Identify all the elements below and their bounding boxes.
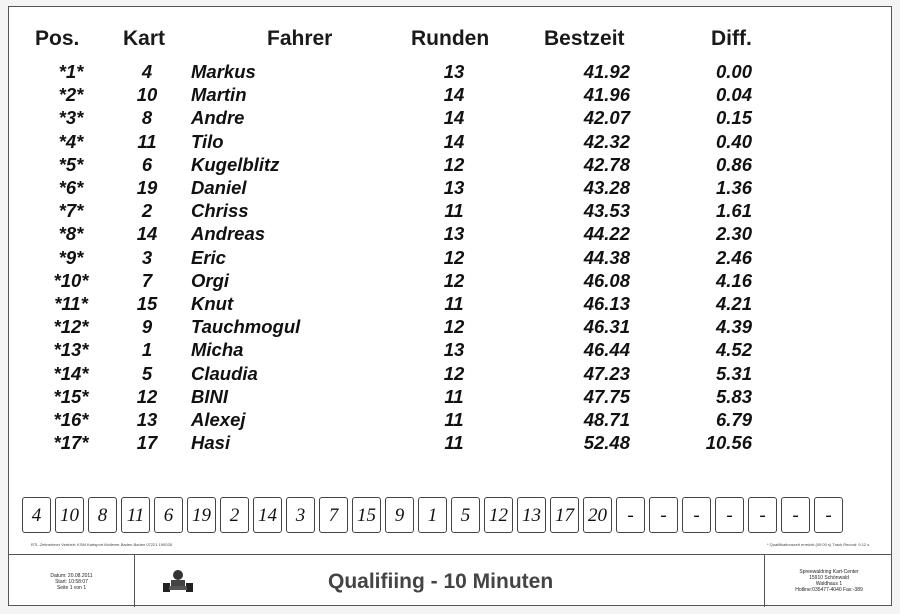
- venue-info: [765, 569, 893, 593]
- driver-cell: Hasi: [191, 432, 231, 454]
- laps-cell: 14: [443, 130, 465, 152]
- position-cell: *10*: [53, 269, 89, 291]
- laps-cell: 13: [443, 339, 465, 361]
- footer-session-info: [9, 555, 135, 607]
- result-row: [9, 223, 891, 246]
- kart-number-box: -: [748, 497, 777, 533]
- kart-number-box: 14: [253, 497, 282, 533]
- driver-cell: Markus: [191, 61, 256, 82]
- laps-cell: 12: [443, 362, 465, 384]
- kart-cell: 19: [136, 177, 158, 198]
- header-diff: Diff.: [711, 27, 752, 50]
- best-time-cell: 42.32: [583, 130, 630, 152]
- driver-cell: Alexej: [191, 409, 246, 430]
- kart-number-box: 20: [583, 497, 612, 533]
- footer-main: [135, 555, 765, 607]
- result-row: [9, 200, 891, 223]
- driver-cell: Daniel: [191, 177, 247, 198]
- laps-cell: 12: [443, 269, 465, 291]
- diff-cell: 1.61: [715, 200, 752, 222]
- kart-cell: 3: [141, 246, 153, 268]
- kart-cell: 13: [136, 409, 158, 430]
- result-row: [9, 107, 891, 130]
- diff-cell: 0.40: [715, 130, 752, 152]
- best-time-cell: 46.13: [583, 293, 630, 314]
- kart-number-box: 8: [88, 497, 117, 533]
- kart-number-box: -: [715, 497, 744, 533]
- kart-number-box: 7: [319, 497, 348, 533]
- diff-cell: 4.16: [715, 269, 752, 291]
- kart-cell: 17: [136, 432, 158, 454]
- best-time-cell: 43.53: [583, 200, 630, 222]
- driver-cell: Kugelblitz: [191, 153, 280, 175]
- driver-cell: Knut: [191, 293, 234, 314]
- laps-cell: 11: [444, 200, 464, 222]
- diff-cell: 4.39: [715, 316, 752, 338]
- kart-number-box: -: [649, 497, 678, 533]
- laps-cell: 14: [443, 84, 465, 106]
- best-time-cell: 44.22: [583, 223, 630, 245]
- kart-driver-icon: [159, 569, 197, 593]
- result-row: [9, 432, 891, 455]
- kart-number-box: 3: [286, 497, 315, 533]
- kart-cell: 12: [136, 385, 158, 407]
- driver-cell: Andre: [191, 107, 245, 129]
- kart-number-box: 5: [451, 497, 480, 533]
- venue-line: Hotline:035477-4040 Fax:-389: [795, 587, 863, 593]
- result-row: [9, 386, 891, 409]
- header-best: Bestzeit: [544, 27, 625, 50]
- footer-start: Start: 10:58:07: [55, 579, 88, 585]
- kart-number-box: 17: [550, 497, 579, 533]
- position-cell: *15*: [53, 385, 89, 407]
- kart-cell: 10: [136, 84, 158, 106]
- header-kart: Kart: [123, 27, 166, 50]
- result-row: [9, 177, 891, 200]
- driver-cell: Martin: [191, 84, 247, 106]
- kart-cell: 8: [141, 107, 153, 129]
- result-row: [9, 293, 891, 316]
- position-cell: *5*: [58, 153, 84, 175]
- best-time-cell: 43.28: [583, 177, 630, 198]
- kart-number-box: 4: [22, 497, 51, 533]
- kart-cell: 14: [136, 223, 158, 245]
- position-cell: *14*: [53, 362, 89, 384]
- footer: [9, 554, 891, 607]
- fineprint-left: RTL-Zeitnehmer Vertrieb: KSM Kartsport Mollener Baden-Baden 07221 190028: [31, 542, 172, 547]
- best-time-cell: 47.23: [583, 362, 630, 384]
- best-time-cell: 47.75: [583, 385, 630, 407]
- result-row: [9, 84, 891, 107]
- kart-number-box: 13: [517, 497, 546, 533]
- diff-cell: 0.86: [715, 153, 752, 175]
- best-time-cell: 44.38: [583, 246, 630, 268]
- best-time-cell: 52.48: [583, 432, 630, 454]
- diff-cell: 2.30: [715, 223, 752, 245]
- results-sheet: [8, 6, 892, 606]
- kart-cell: 6: [141, 153, 153, 175]
- driver-cell: Eric: [191, 246, 226, 268]
- result-row: [9, 154, 891, 177]
- diff-cell: 2.46: [715, 246, 752, 268]
- diff-cell: 0.04: [715, 84, 752, 106]
- driver-cell: Chriss: [191, 200, 249, 222]
- footer-date: Datum: 20.08.2011: [50, 573, 93, 579]
- venue-line: 15910 Schönwald: [809, 575, 849, 581]
- diff-cell: 0.00: [715, 61, 752, 82]
- kart-number-box: 12: [484, 497, 513, 533]
- kart-number-box: 6: [154, 497, 183, 533]
- diff-cell: 0.15: [715, 107, 752, 129]
- position-cell: *6*: [58, 177, 84, 198]
- driver-cell: Claudia: [191, 362, 258, 384]
- result-row: [9, 363, 891, 386]
- kart-cell: 15: [136, 293, 158, 314]
- result-row: [9, 131, 891, 154]
- venue-line: Spreewaldring Kart-Center: [799, 569, 859, 575]
- result-row: [9, 270, 891, 293]
- driver-cell: Andreas: [191, 223, 266, 245]
- session-title: Qualifiing - 10 Minuten: [328, 570, 554, 593]
- kart-number-box: -: [682, 497, 711, 533]
- result-row: [9, 247, 891, 270]
- kart-cell: 7: [141, 269, 153, 291]
- best-time-cell: 46.31: [583, 316, 630, 338]
- diff-cell: 10.56: [705, 432, 752, 454]
- position-cell: *2*: [58, 84, 84, 106]
- diff-cell: 5.83: [715, 385, 752, 407]
- laps-cell: 13: [443, 223, 465, 245]
- position-cell: *1*: [58, 61, 84, 82]
- position-cell: *8*: [58, 223, 84, 245]
- position-cell: *7*: [58, 200, 84, 222]
- laps-cell: 11: [444, 385, 464, 407]
- kart-number-box: 11: [121, 497, 150, 533]
- kart-cell: 1: [141, 339, 153, 361]
- best-time-cell: 46.44: [583, 339, 630, 361]
- kart-number-box: 9: [385, 497, 414, 533]
- header-laps: Runden: [411, 27, 490, 50]
- best-time-cell: 42.78: [583, 153, 630, 175]
- best-time-cell: 41.92: [583, 61, 630, 82]
- kart-number-box: 10: [55, 497, 84, 533]
- header-driver: Fahrer: [267, 27, 333, 50]
- result-row: [9, 61, 891, 84]
- laps-cell: 12: [443, 153, 465, 175]
- position-cell: *9*: [58, 246, 84, 268]
- kart-number-box: -: [781, 497, 810, 533]
- best-time-cell: 41.96: [583, 84, 630, 106]
- kart-cell: 11: [137, 130, 157, 152]
- position-cell: *12*: [53, 316, 89, 338]
- diff-cell: 1.36: [715, 177, 752, 198]
- best-time-cell: 42.07: [583, 107, 630, 129]
- kart-number-box: 15: [352, 497, 381, 533]
- laps-cell: 14: [443, 107, 465, 129]
- diff-cell: 5.31: [715, 362, 752, 384]
- driver-cell: Orgi: [191, 269, 230, 291]
- driver-cell: Tilo: [191, 130, 224, 152]
- best-time-cell: 48.71: [583, 409, 630, 430]
- position-cell: *16*: [53, 409, 89, 430]
- kart-number-box: 2: [220, 497, 249, 533]
- footer-page: Seite 1 von 1: [56, 585, 87, 591]
- kart-number-box: 1: [418, 497, 447, 533]
- result-row: [9, 316, 891, 339]
- position-cell: *3*: [58, 107, 84, 129]
- laps-cell: 12: [443, 246, 465, 268]
- header-pos: Pos.: [35, 27, 80, 50]
- venue-line: Waldhaus 1: [815, 581, 843, 587]
- laps-cell: 11: [444, 409, 464, 430]
- fineprint-right: * Qualifikationszeit erreicht (00:00 s) Track Record: 9.12 s: [767, 542, 870, 547]
- diff-cell: 4.21: [715, 293, 752, 314]
- position-cell: *13*: [53, 339, 89, 361]
- kart-cell: 4: [141, 61, 153, 82]
- result-row: [9, 409, 891, 432]
- driver-cell: BINI: [191, 385, 228, 407]
- kart-number-box: 19: [187, 497, 216, 533]
- laps-cell: 13: [443, 61, 465, 82]
- driver-cell: Tauchmogul: [191, 316, 301, 338]
- kart-cell: 5: [141, 362, 153, 384]
- kart-cell: 2: [141, 200, 153, 222]
- laps-cell: 11: [444, 432, 464, 454]
- kart-cell: 9: [141, 316, 153, 338]
- driver-cell: Micha: [191, 339, 244, 361]
- kart-number-box: -: [814, 497, 843, 533]
- result-row: [9, 339, 891, 362]
- laps-cell: 11: [444, 293, 464, 314]
- position-cell: *17*: [53, 432, 89, 454]
- laps-cell: 13: [443, 177, 465, 198]
- diff-cell: 4.52: [715, 339, 752, 361]
- kart-number-box: -: [616, 497, 645, 533]
- best-time-cell: 46.08: [583, 269, 630, 291]
- position-cell: *4*: [58, 130, 84, 152]
- laps-cell: 12: [443, 316, 465, 338]
- diff-cell: 6.79: [715, 409, 752, 430]
- position-cell: *11*: [54, 293, 88, 314]
